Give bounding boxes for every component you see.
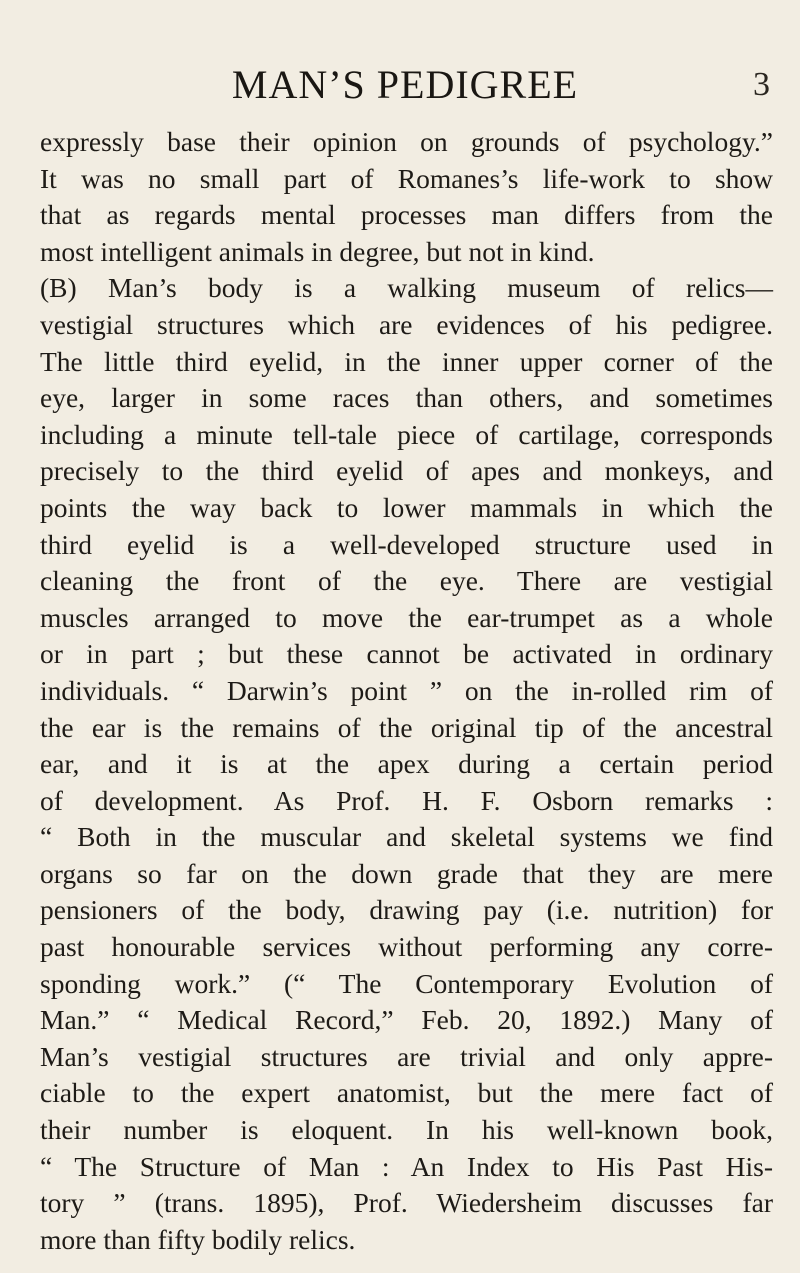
text-line: It was no small part of Romanes’s life-work to show xyxy=(40,162,773,194)
text-line: of development. As Prof. H. F. Osborn remarks : xyxy=(40,784,773,816)
text-line: “ Both in the muscular and skeletal systems we find xyxy=(40,821,773,853)
text-line: organs so far on the down grade that they are mere xyxy=(40,857,773,889)
text-line: “ The Structure of Man : An Index to His Past His- xyxy=(40,1150,773,1182)
text-line: Man.” “ Medical Record,” Feb. 20, 1892.) Many of xyxy=(40,1004,773,1036)
text-line: ciable to the expert anatomist, but the mere fact of xyxy=(40,1077,773,1109)
text-line: muscles arranged to move the ear-trumpet as a whole xyxy=(40,601,773,633)
text-line: the ear is the remains of the original tip of the ancestral xyxy=(40,711,773,743)
text-line: more than fifty bodily relics. xyxy=(40,1223,356,1255)
running-title: MAN’S PEDIGREE xyxy=(231,62,579,107)
text-line: expressly base their opinion on grounds of psychology.” xyxy=(40,126,773,157)
text-line: including a minute tell-tale piece of cartilage, corresponds xyxy=(40,418,773,450)
text-line: tory ” (trans. 1895), Prof. Wiedersheim discusses far xyxy=(40,1187,773,1219)
page-number: 3 xyxy=(753,66,770,103)
running-head xyxy=(40,60,770,110)
text-line: ear, and it is at the apex during a certain period xyxy=(40,748,773,780)
text-line: third eyelid is a well-developed structure used in xyxy=(40,528,773,560)
text-line: most intelligent animals in degree, but not in kind. xyxy=(40,235,595,267)
text-line: individuals. “ Darwin’s point ” on the in-rolled rim of xyxy=(40,674,773,706)
text-line: that as regards mental processes man differs from the xyxy=(40,199,773,231)
text-line: (B) Man’s body is a walking museum of relics— xyxy=(40,272,773,304)
text-line: their number is eloquent. In his well-known book, xyxy=(40,1114,773,1146)
text-line: past honourable services without performing any corre- xyxy=(40,931,773,963)
body-text xyxy=(40,124,773,1258)
text-line: The little third eyelid, in the inner upper corner of the xyxy=(40,345,773,377)
text-line: sponding work.” (“ The Contemporary Evolution of xyxy=(40,967,773,999)
text-line: precisely to the third eyelid of apes and monkeys, and xyxy=(40,455,773,487)
text-line: cleaning the front of the eye. There are vestigial xyxy=(40,565,773,597)
text-line: points the way back to lower mammals in which the xyxy=(40,491,773,523)
text-line: vestigial structures which are evidences of his pedigree. xyxy=(40,308,773,340)
text-line: pensioners of the body, drawing pay (i.e. nutrition) for xyxy=(40,894,773,926)
text-line: or in part ; but these cannot be activated in ordinary xyxy=(40,638,773,670)
text-line: Man’s vestigial structures are trivial and only appre- xyxy=(40,1040,773,1072)
text-line: eye, larger in some races than others, and sometimes xyxy=(40,382,773,414)
